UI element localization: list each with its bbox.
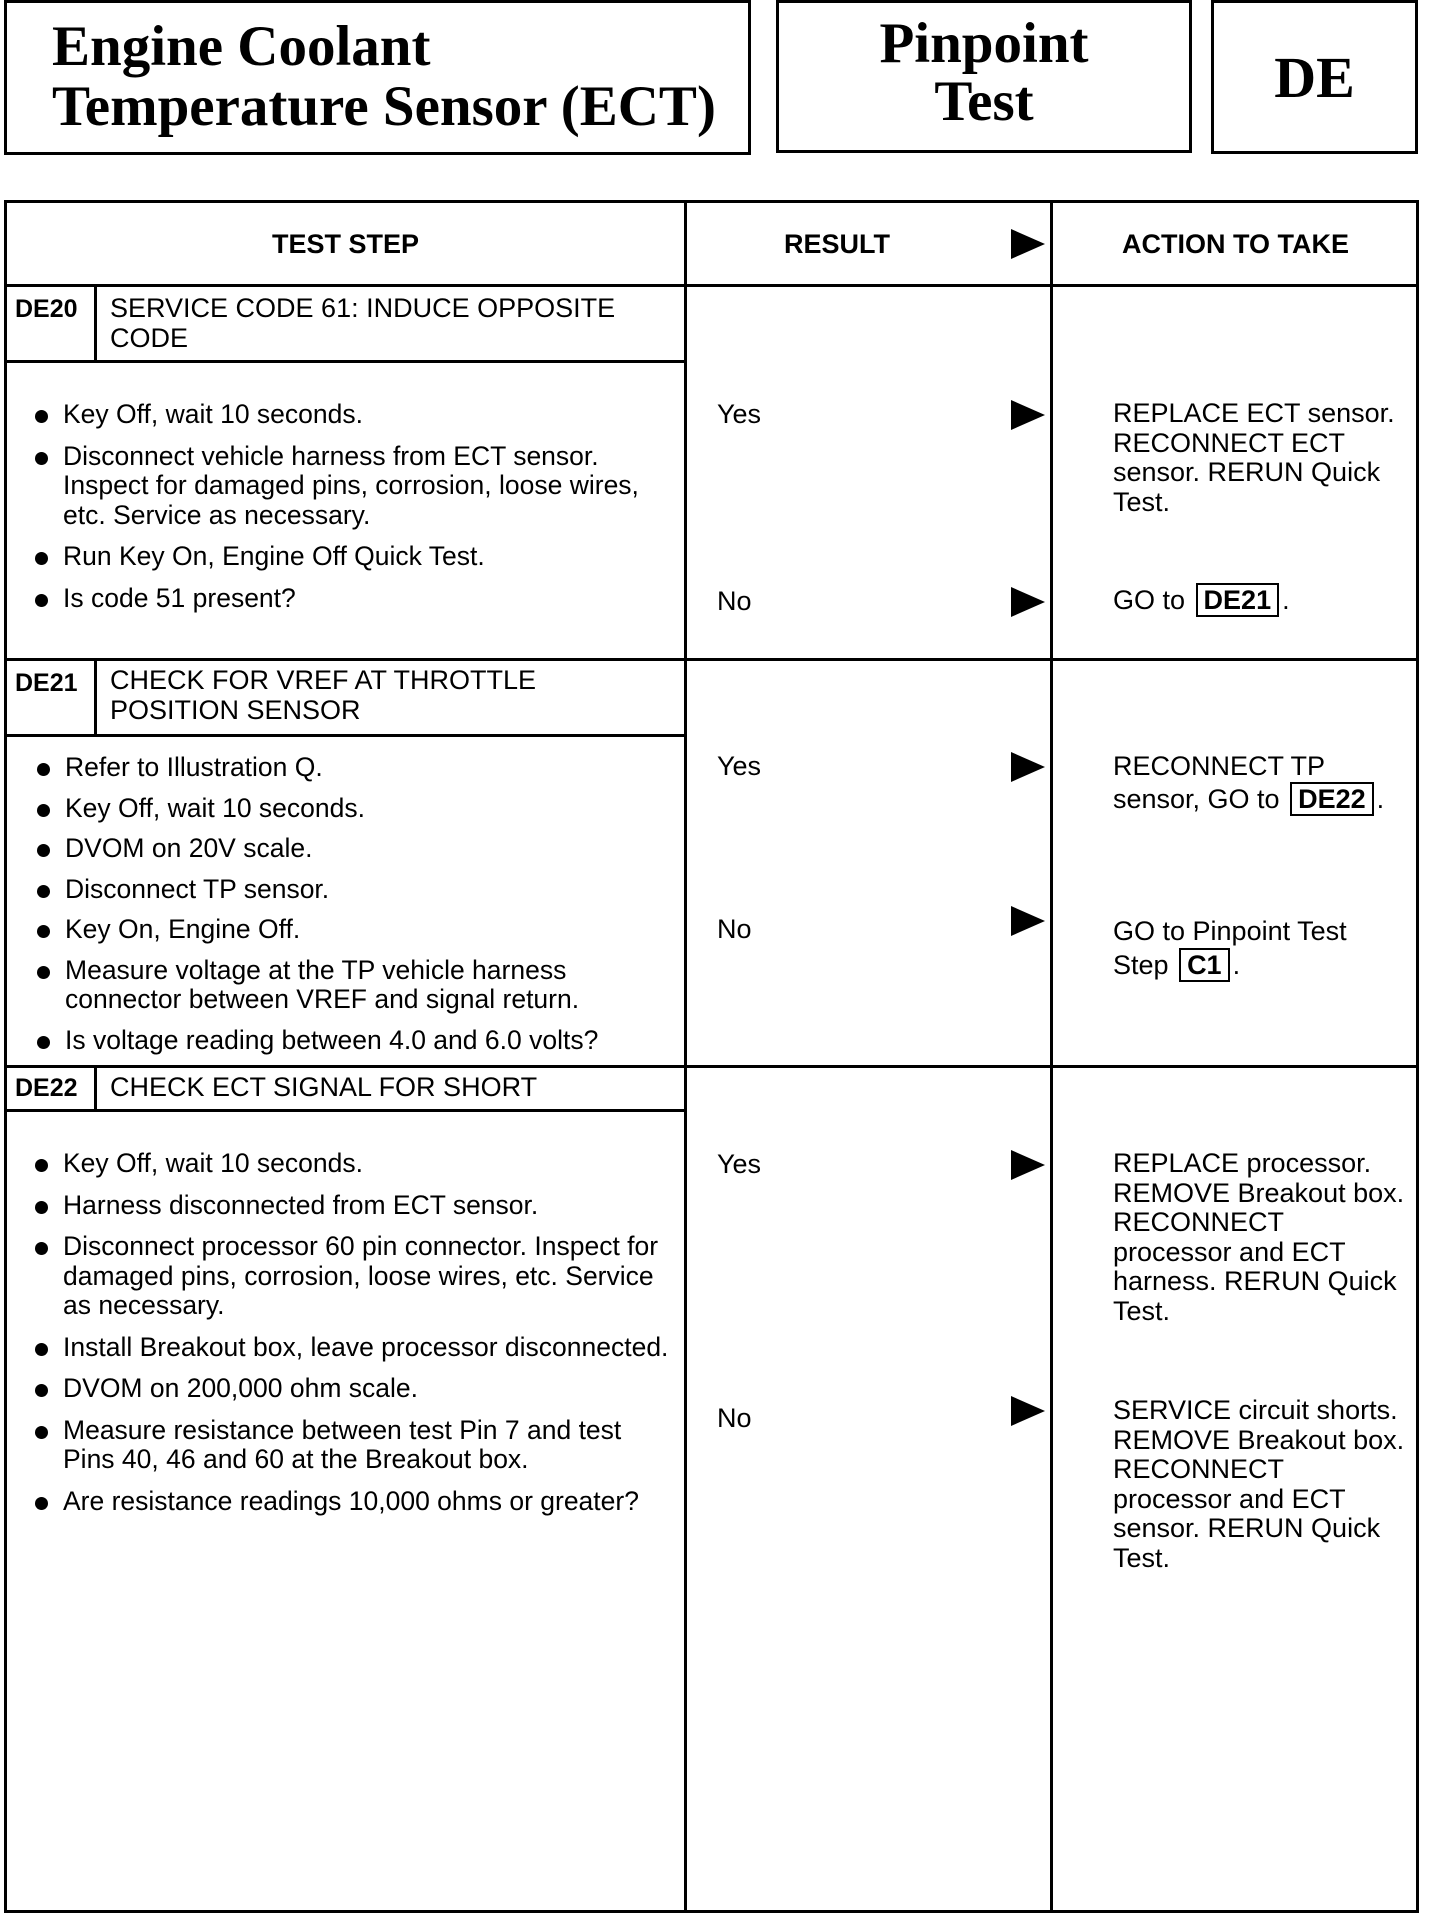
list-item: Measure resistance between test Pin 7 and test Pins 40, 46 and 60 at the Breakout box. (35, 1416, 680, 1475)
step-reference-link[interactable]: DE21 (1196, 583, 1280, 617)
test-code-box (1211, 0, 1418, 154)
list-item: DVOM on 20V scale. (37, 834, 667, 864)
list-item: Key Off, wait 10 seconds. (37, 794, 667, 824)
action-text: . (1376, 784, 1385, 814)
document-title (4, 0, 751, 155)
pinpoint-test-table (4, 200, 1419, 1913)
step-instructions (35, 1149, 680, 1516)
step-id: DE21 (15, 669, 78, 697)
action-no: SERVICE circuit shorts. REMOVE Breakout box. RECONNECT processor and ECT sensor. RERUN Quick Test. (1113, 1395, 1405, 1573)
step-divider (7, 1065, 1416, 1068)
test-type-line-1: Pinpoint (879, 12, 1089, 75)
column-header-result: RESULT (784, 229, 890, 259)
step-title-divider (7, 360, 685, 363)
list-item: Disconnect processor 60 pin connector. Inspect for damaged pins, corrosion, loose wires, etc. Service as necessary. (35, 1232, 680, 1321)
list-item: Is voltage reading between 4.0 and 6.0 volts? (37, 1026, 667, 1056)
list-item: Is code 51 present? (35, 584, 665, 614)
arrow-icon (1011, 906, 1045, 936)
list-item: Disconnect TP sensor. (37, 875, 667, 905)
list-item: Refer to Illustration Q. (37, 753, 667, 783)
list-item: Run Key On, Engine Off Quick Test. (35, 542, 665, 572)
list-item: Install Breakout box, leave processor disconnected. (35, 1333, 680, 1363)
step-instructions (35, 400, 665, 613)
step-id-divider (94, 659, 97, 737)
action-text: GO to (1113, 585, 1186, 615)
list-item: Key Off, wait 10 seconds. (35, 1149, 680, 1179)
step-divider (7, 658, 1416, 661)
action-text: . (1232, 950, 1241, 980)
arrow-icon (1011, 587, 1045, 617)
list-item: Key On, Engine Off. (37, 915, 667, 945)
step-id: DE20 (15, 295, 78, 323)
list-item: Are resistance readings 10,000 ohms or greater? (35, 1487, 680, 1517)
column-header-action: ACTION TO TAKE (1122, 229, 1349, 259)
action-text: GO to Pinpoint Test Step (1113, 916, 1347, 980)
result-yes: Yes (717, 399, 762, 429)
test-type-box (776, 0, 1192, 153)
step-reference-link[interactable]: C1 (1179, 948, 1230, 982)
arrow-icon (1011, 229, 1045, 259)
list-item: Key Off, wait 10 seconds. (35, 400, 665, 430)
title-line-1: Engine Coolant (52, 15, 431, 78)
column-divider (684, 203, 687, 1913)
column-header-test-step: TEST STEP (271, 229, 420, 259)
action-yes: REPLACE ECT sensor. RECONNECT ECT sensor. RERUN Quick Test. (1113, 398, 1395, 517)
list-item: DVOM on 200,000 ohm scale. (35, 1374, 680, 1404)
step-title: SERVICE CODE 61: INDUCE OPPOSITE CODE (110, 293, 616, 353)
arrow-icon (1011, 1150, 1045, 1180)
step-id-divider (94, 285, 97, 363)
result-no: No (717, 1403, 752, 1433)
step-title: CHECK FOR VREF AT THROTTLE POSITION SENSOR (110, 665, 537, 725)
action-yes: REPLACE processor. REMOVE Breakout box. RECONNECT processor and ECT harness. RERUN Quick Test. (1113, 1148, 1405, 1326)
step-instructions (37, 753, 667, 1055)
step-id: DE22 (15, 1074, 78, 1102)
list-item: Measure voltage at the TP vehicle harness connector between VREF and signal return. (37, 956, 667, 1015)
action-no (1113, 583, 1413, 617)
step-title-divider (7, 734, 685, 737)
step-title-divider (7, 1109, 685, 1112)
title-line-2: Temperature Sensor (ECT) (52, 75, 716, 138)
list-item: Harness disconnected from ECT sensor. (35, 1191, 680, 1221)
arrow-icon (1011, 400, 1045, 430)
action-yes (1113, 751, 1403, 816)
result-no: No (717, 586, 752, 616)
step-id-divider (94, 1066, 97, 1112)
action-text: RECONNECT TP sensor, GO to (1113, 751, 1325, 814)
result-yes: Yes (717, 1149, 762, 1179)
test-code: DE (1274, 45, 1355, 110)
test-type-line-2: Test (934, 70, 1034, 133)
action-no (1113, 914, 1403, 982)
result-yes: Yes (717, 751, 762, 781)
list-item: Disconnect vehicle harness from ECT sensor. Inspect for damaged pins, corrosion, loose wires, etc. Service as necessary. (35, 442, 665, 531)
column-divider (1050, 203, 1053, 1913)
arrow-icon (1011, 1396, 1045, 1426)
step-reference-link[interactable]: DE22 (1290, 782, 1374, 816)
step-title: CHECK ECT SIGNAL FOR SHORT (110, 1072, 538, 1102)
action-text: . (1282, 585, 1290, 615)
result-no: No (717, 914, 752, 944)
arrow-icon (1011, 752, 1045, 782)
